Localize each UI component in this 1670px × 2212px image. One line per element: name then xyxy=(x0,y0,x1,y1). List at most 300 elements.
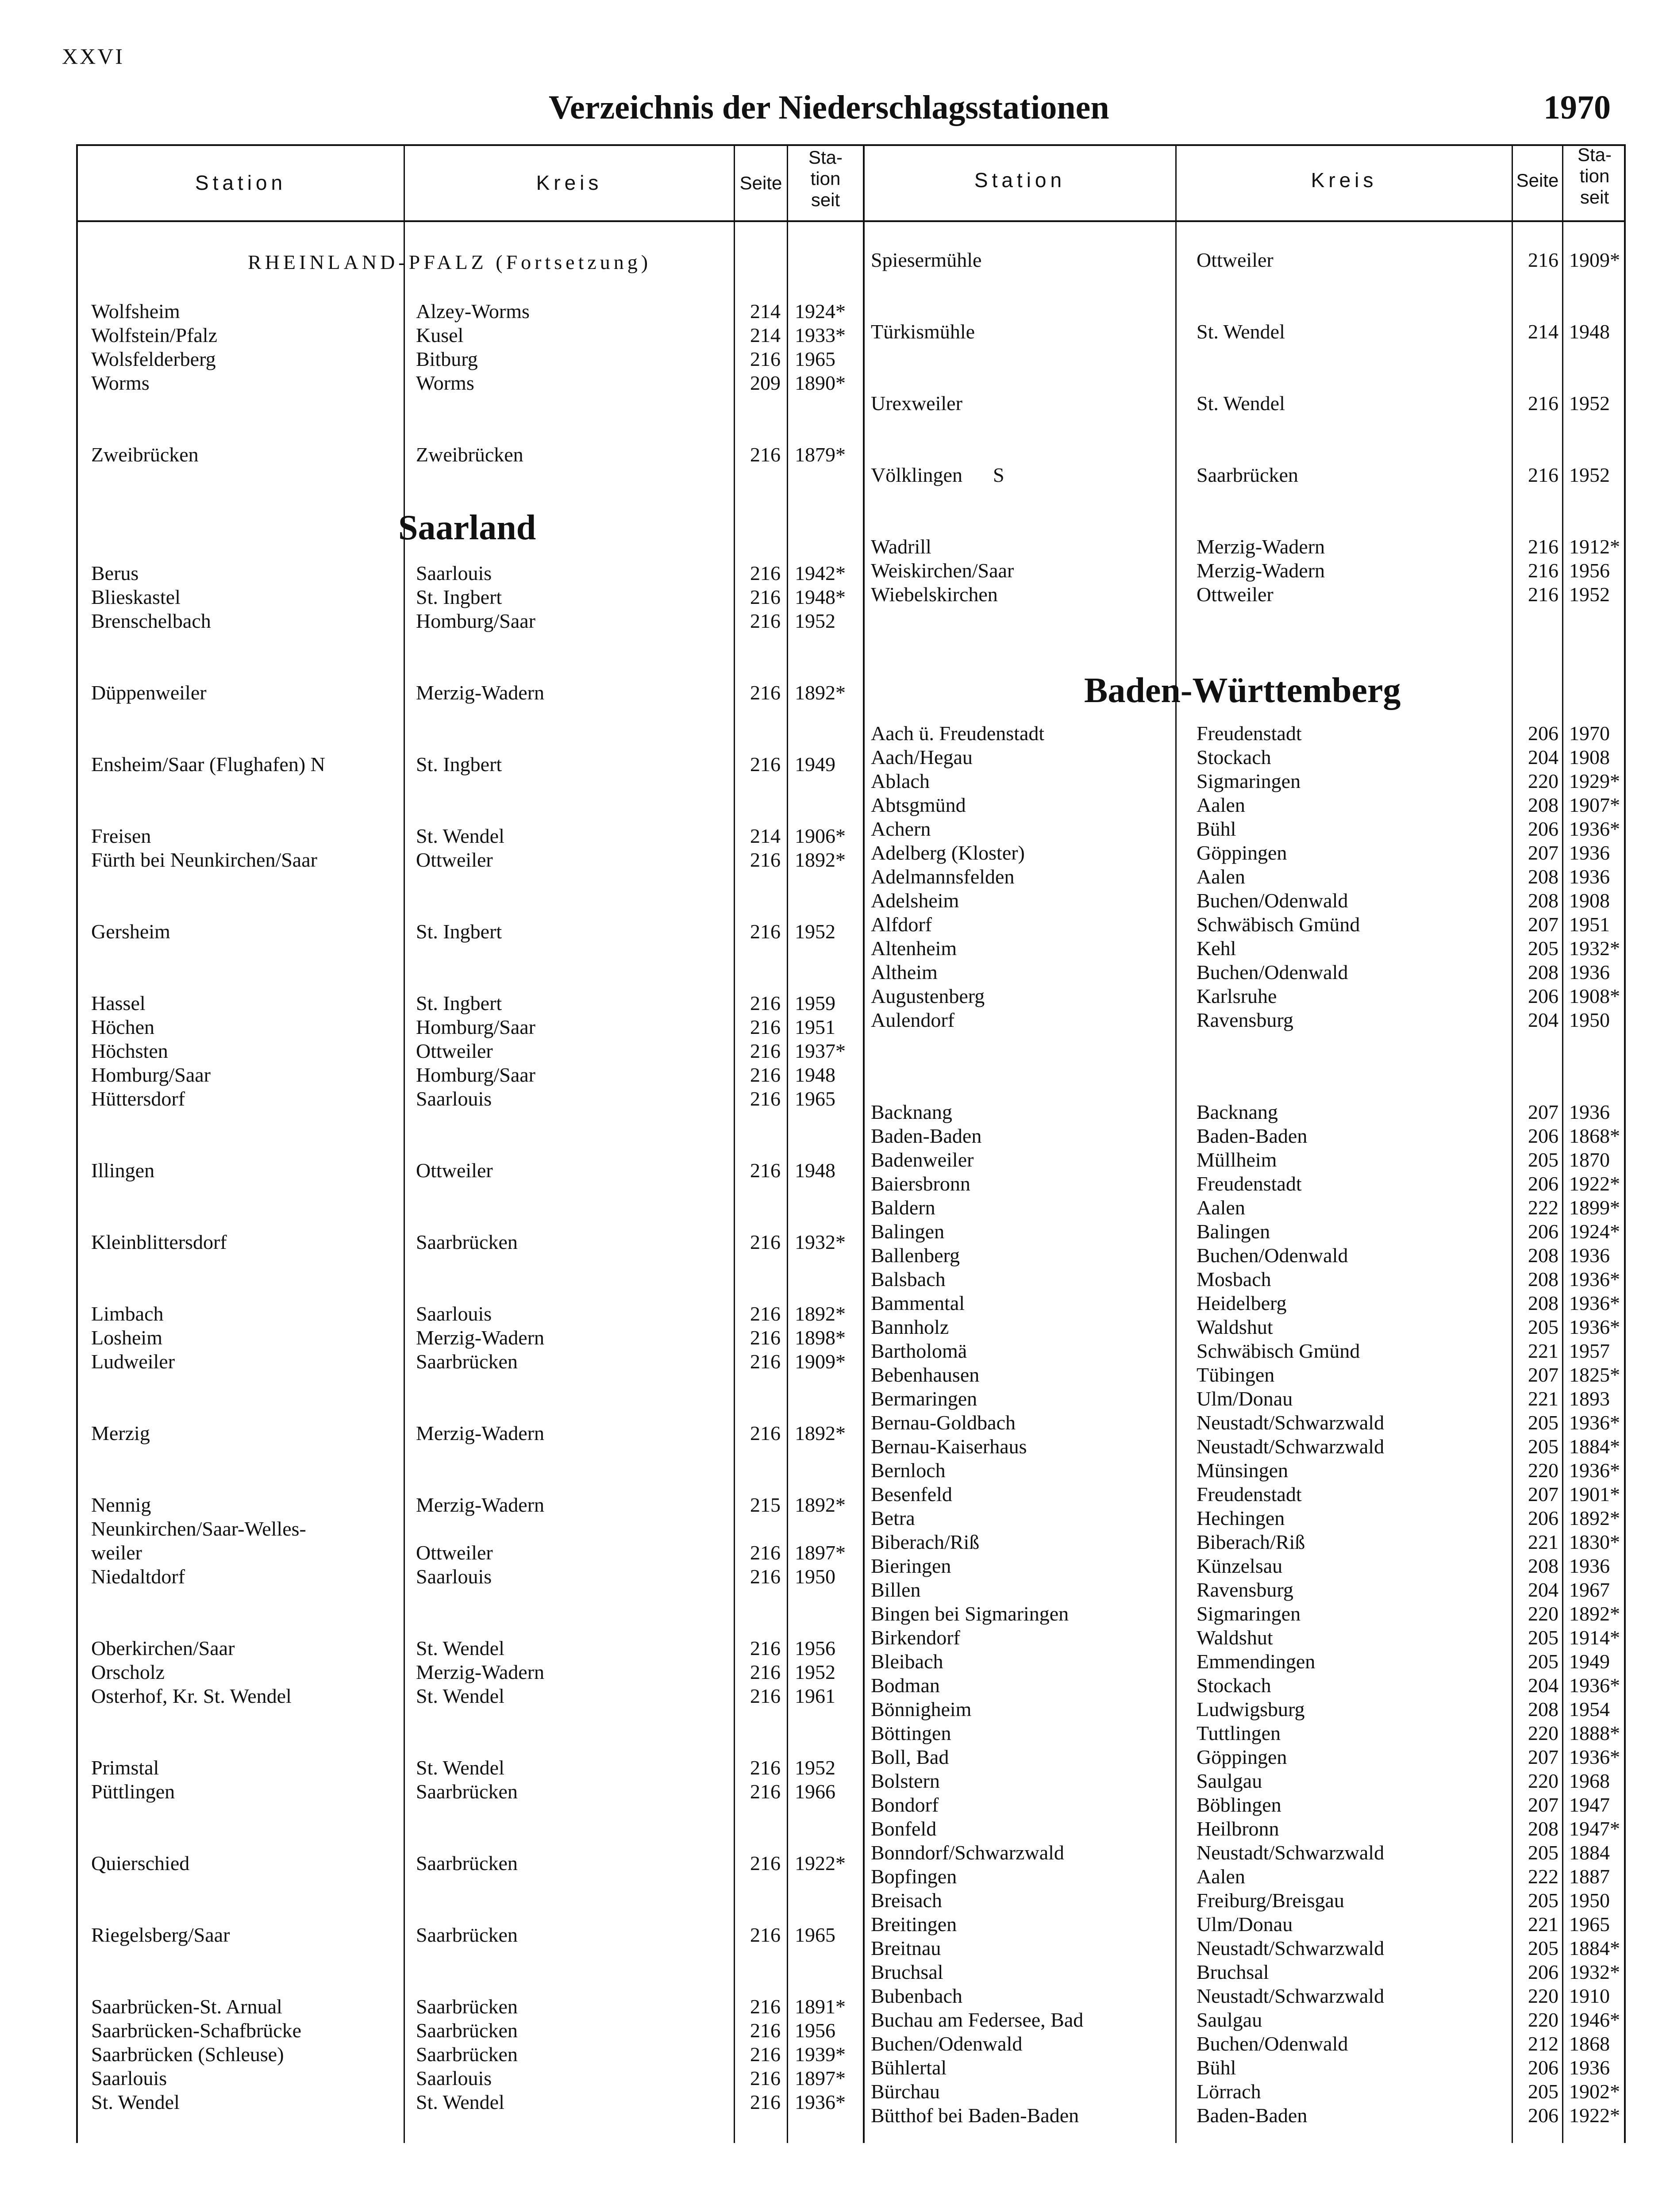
kreis-name: Freudenstadt xyxy=(1197,722,1302,745)
seite-value: 216 xyxy=(750,348,781,370)
kreis-name: Aalen xyxy=(1197,794,1245,816)
station-name: Illingen xyxy=(91,1159,155,1182)
station-name: Ablach xyxy=(871,770,930,792)
seite-value: 207 xyxy=(1528,1483,1558,1505)
seite-value: 221 xyxy=(1528,1387,1558,1410)
seit-year: 1947* xyxy=(1569,1817,1620,1840)
kreis-name: Ottweiler xyxy=(1197,249,1274,271)
seite-value: 204 xyxy=(1528,1009,1558,1031)
column-divider xyxy=(1175,146,1177,2143)
seite-value: 205 xyxy=(1528,1411,1558,1434)
kreis-name: Homburg/Saar xyxy=(416,1016,536,1038)
seite-value: 216 xyxy=(750,2043,781,2066)
station-name: Bannholz xyxy=(871,1316,949,1338)
header-seite: Seite xyxy=(1516,170,1559,191)
kreis-name: Ottweiler xyxy=(1197,583,1274,606)
kreis-name: Aalen xyxy=(1197,865,1245,888)
seite-value: 205 xyxy=(1528,1316,1558,1338)
kreis-name: Saarlouis xyxy=(416,1565,492,1588)
seit-year: 1936* xyxy=(1569,1459,1620,1482)
seit-year: 1956 xyxy=(1569,559,1610,582)
seite-value: 208 xyxy=(1528,1817,1558,1840)
seit-year: 1890* xyxy=(795,372,846,394)
seite-value: 208 xyxy=(1528,794,1558,816)
station-name: Breitnau xyxy=(871,1937,941,1959)
seit-year: 1936 xyxy=(1569,841,1610,864)
header-station: Station xyxy=(195,171,287,194)
seit-year: 1909* xyxy=(1569,249,1620,271)
station-name: Niedaltdorf xyxy=(91,1565,185,1588)
station-name: Achern xyxy=(871,818,931,840)
station-name: Abtsgmünd xyxy=(871,794,966,816)
page-year: 1970 xyxy=(1543,89,1611,126)
kreis-name: Saarbrücken xyxy=(1197,464,1298,486)
station-name: Bieringen xyxy=(871,1555,951,1577)
station-name: Saarlouis xyxy=(91,2067,167,2089)
seite-value: 205 xyxy=(1528,1889,1558,1912)
kreis-name: Zweibrücken xyxy=(416,443,523,466)
seit-year: 1922* xyxy=(795,1852,846,1874)
kreis-name: Mosbach xyxy=(1197,1268,1271,1290)
header-kreis: Kreis xyxy=(1311,169,1378,192)
seit-year: 1924* xyxy=(1569,1220,1620,1243)
station-name: Orscholz xyxy=(91,1661,165,1683)
station-name: Bernloch xyxy=(871,1459,946,1482)
kreis-name: Neustadt/Schwarzwald xyxy=(1197,1985,1385,2007)
seit-year: 1897* xyxy=(795,1541,846,1564)
kreis-name: Waldshut xyxy=(1197,1316,1273,1338)
station-name: Bühlertal xyxy=(871,2056,947,2079)
station-name: Völklingen S xyxy=(871,464,1004,486)
seite-value: 220 xyxy=(1528,2008,1558,2031)
kreis-name: Aalen xyxy=(1197,1865,1245,1888)
kreis-name: Saarbrücken xyxy=(416,1924,518,1946)
seite-value: 205 xyxy=(1528,1148,1558,1171)
seit-year: 1888* xyxy=(1569,1722,1620,1744)
station-name: Osterhof, Kr. St. Wendel xyxy=(91,1685,292,1707)
seit-year: 1868 xyxy=(1569,2032,1610,2055)
station-name: Bolstern xyxy=(871,1770,940,1792)
kreis-name: Aalen xyxy=(1197,1196,1245,1219)
kreis-name: Müllheim xyxy=(1197,1148,1277,1171)
seit-year: 1908 xyxy=(1569,889,1610,912)
kreis-name: Saarbrücken xyxy=(416,1852,518,1874)
kreis-name: Emmendingen xyxy=(1197,1650,1316,1673)
kreis-name: Saarbrücken xyxy=(416,2019,518,2042)
kreis-name: Buchen/Odenwald xyxy=(1197,889,1348,912)
station-name: Primstal xyxy=(91,1756,159,1779)
seit-year: 1906* xyxy=(795,825,846,847)
seite-value: 216 xyxy=(750,1231,781,1253)
seite-value: 205 xyxy=(1528,1841,1558,1864)
seite-value: 209 xyxy=(750,372,781,394)
kreis-name: Heidelberg xyxy=(1197,1292,1287,1314)
station-name: Losheim xyxy=(91,1326,162,1349)
kreis-name: Backnang xyxy=(1197,1101,1278,1123)
seit-year: 1952 xyxy=(1569,464,1610,486)
seite-value: 216 xyxy=(1528,392,1558,415)
seite-value: 216 xyxy=(750,992,781,1014)
station-name: Bernau-Goldbach xyxy=(871,1411,1016,1434)
kreis-name: Schwäbisch Gmünd xyxy=(1197,1340,1360,1362)
seit-year: 1932* xyxy=(1569,1961,1620,1983)
seit-year: 1892* xyxy=(1569,1507,1620,1529)
station-name: Adelsheim xyxy=(871,889,959,912)
seit-year: 1970 xyxy=(1569,722,1610,745)
seit-year: 1951 xyxy=(795,1016,835,1038)
station-name: Bingen bei Sigmaringen xyxy=(871,1602,1069,1625)
kreis-name: Sigmaringen xyxy=(1197,1602,1301,1625)
kreis-name: Buchen/Odenwald xyxy=(1197,961,1348,983)
column-divider xyxy=(734,146,735,2143)
seit-year: 1870 xyxy=(1569,1148,1610,1171)
kreis-name: Heilbronn xyxy=(1197,1817,1279,1840)
seite-value: 204 xyxy=(1528,1674,1558,1697)
station-name: Bammental xyxy=(871,1292,965,1314)
station-name: Balsbach xyxy=(871,1268,946,1290)
kreis-name: Saarlouis xyxy=(416,1302,492,1325)
seit-year: 1936 xyxy=(1569,1101,1610,1123)
station-name: Baden-Baden xyxy=(871,1125,982,1147)
kreis-name: Worms xyxy=(416,372,474,394)
station-name: weiler xyxy=(91,1541,142,1564)
seite-value: 207 xyxy=(1528,913,1558,936)
station-name: Limbach xyxy=(91,1302,164,1325)
seit-year: 1936* xyxy=(1569,1746,1620,1768)
seit-year: 1948 xyxy=(795,1064,835,1086)
page-number: XXVI xyxy=(62,44,124,69)
seit-year: 1892* xyxy=(795,849,846,871)
half-divider xyxy=(863,146,865,2143)
seit-year: 1936* xyxy=(1569,818,1620,840)
station-name: Zweibrücken xyxy=(91,443,199,466)
station-name: Backnang xyxy=(871,1101,952,1123)
kreis-name: Merzig-Wadern xyxy=(1197,535,1325,558)
station-name: Saarbrücken-St. Arnual xyxy=(91,1995,282,2018)
seite-value: 221 xyxy=(1528,1913,1558,1936)
station-name: Bönnigheim xyxy=(871,1698,972,1720)
station-name: Hassel xyxy=(91,992,146,1014)
kreis-name: Freiburg/Breisgau xyxy=(1197,1889,1344,1912)
seit-year: 1891* xyxy=(795,1995,846,2018)
station-name: Besenfeld xyxy=(871,1483,952,1505)
seite-value: 206 xyxy=(1528,1172,1558,1195)
header-seit: Sta- tion seit xyxy=(808,147,843,210)
station-name: Urexweiler xyxy=(871,392,962,415)
station-name: Gersheim xyxy=(91,920,170,943)
seite-value: 216 xyxy=(750,1422,781,1444)
station-name: Freisen xyxy=(91,825,151,847)
kreis-name: Buchen/Odenwald xyxy=(1197,2032,1348,2055)
seit-year: 1961 xyxy=(795,1685,835,1707)
seit-year: 1957 xyxy=(1569,1340,1610,1362)
kreis-name: Ottweiler xyxy=(416,1159,493,1182)
seite-value: 216 xyxy=(750,1302,781,1325)
station-name: Merzig xyxy=(91,1422,150,1444)
station-name: Türkismühle xyxy=(871,320,975,343)
station-name: Fürth bei Neunkirchen/Saar xyxy=(91,849,317,871)
station-name: Blieskastel xyxy=(91,586,181,608)
seit-year: 1936* xyxy=(1569,1268,1620,1290)
seite-value: 205 xyxy=(1528,2080,1558,2103)
station-name: Wiebelskirchen xyxy=(871,583,998,606)
seite-value: 214 xyxy=(750,324,781,346)
seite-value: 216 xyxy=(750,920,781,943)
seite-value: 216 xyxy=(750,1350,781,1373)
kreis-name: Göppingen xyxy=(1197,841,1287,864)
seite-value: 208 xyxy=(1528,1268,1558,1290)
seit-year: 1936* xyxy=(795,2091,846,2113)
kreis-name: Biberach/Riß xyxy=(1197,1531,1305,1553)
seite-value: 216 xyxy=(750,1661,781,1683)
station-name: Ludweiler xyxy=(91,1350,175,1373)
seite-value: 208 xyxy=(1528,1698,1558,1720)
kreis-name: Homburg/Saar xyxy=(416,1064,536,1086)
seit-year: 1892* xyxy=(795,1302,846,1325)
station-name: Adelmannsfelden xyxy=(871,865,1015,888)
kreis-name: Bitburg xyxy=(416,348,478,370)
station-name: Bebenhausen xyxy=(871,1363,980,1386)
seit-year: 1879* xyxy=(795,443,846,466)
station-name: Bonndorf/Schwarzwald xyxy=(871,1841,1064,1864)
seit-year: 1966 xyxy=(795,1780,835,1803)
station-name: Altheim xyxy=(871,961,938,983)
station-name: Baldern xyxy=(871,1196,935,1219)
kreis-name: Saarbrücken xyxy=(416,1995,518,2018)
kreis-name: Merzig-Wadern xyxy=(1197,559,1325,582)
seit-year: 1936 xyxy=(1569,961,1610,983)
kreis-name: Münsingen xyxy=(1197,1459,1288,1482)
station-name: Buchau am Federsee, Bad xyxy=(871,2008,1084,2031)
seite-value: 214 xyxy=(750,825,781,847)
kreis-name: Tuttlingen xyxy=(1197,1722,1281,1744)
station-name: Ensheim/Saar (Flughafen) N xyxy=(91,753,325,776)
seit-year: 1959 xyxy=(795,992,835,1014)
seite-value: 216 xyxy=(1528,464,1558,486)
column-divider xyxy=(404,146,405,2143)
station-name: Kleinblittersdorf xyxy=(91,1231,227,1253)
kreis-name: Balingen xyxy=(1197,1220,1270,1243)
seite-value: 208 xyxy=(1528,1292,1558,1314)
seit-year: 1936* xyxy=(1569,1316,1620,1338)
seit-year: 1956 xyxy=(795,2019,835,2042)
station-name: Weiskirchen/Saar xyxy=(871,559,1014,582)
table-frame xyxy=(76,144,1626,2143)
seite-value: 216 xyxy=(750,1852,781,1874)
kreis-name: Kehl xyxy=(1197,937,1236,960)
kreis-name: Künzelsau xyxy=(1197,1555,1283,1577)
seit-year: 1952 xyxy=(795,1661,835,1683)
kreis-name: Karlsruhe xyxy=(1197,985,1277,1007)
seit-year: 1952 xyxy=(795,1756,835,1779)
seite-value: 216 xyxy=(750,586,781,608)
kreis-name: Ulm/Donau xyxy=(1197,1913,1293,1936)
seite-value: 216 xyxy=(750,1756,781,1779)
seit-year: 1892* xyxy=(1569,1602,1620,1625)
seite-value: 216 xyxy=(750,610,781,632)
seite-value: 204 xyxy=(1528,1578,1558,1601)
kreis-name: Freudenstadt xyxy=(1197,1483,1302,1505)
seite-value: 216 xyxy=(750,1064,781,1086)
station-name: Bonfeld xyxy=(871,1817,937,1840)
seite-value: 212 xyxy=(1528,2032,1558,2055)
column-divider xyxy=(1562,146,1563,2143)
header-divider xyxy=(76,220,1626,222)
seit-year: 1909* xyxy=(795,1350,846,1373)
seit-year: 1965 xyxy=(795,1924,835,1946)
kreis-name: Bühl xyxy=(1197,818,1236,840)
seit-year: 1892* xyxy=(795,1494,846,1516)
seite-value: 206 xyxy=(1528,1507,1558,1529)
seite-value: 206 xyxy=(1528,1220,1558,1243)
kreis-name: Saarlouis xyxy=(416,562,492,584)
seit-year: 1899* xyxy=(1569,1196,1620,1219)
seite-value: 207 xyxy=(1528,1746,1558,1768)
seit-year: 1948* xyxy=(795,586,846,608)
seite-value: 205 xyxy=(1528,1937,1558,1959)
seit-year: 1950 xyxy=(1569,1009,1610,1031)
station-name: Balingen xyxy=(871,1220,945,1243)
seite-value: 207 xyxy=(1528,841,1558,864)
seit-year: 1936 xyxy=(1569,1555,1610,1577)
kreis-name: St. Wendel xyxy=(416,1637,504,1659)
station-name: Augustenberg xyxy=(871,985,985,1007)
station-name: Hüttersdorf xyxy=(91,1087,185,1110)
seite-value: 222 xyxy=(1528,1865,1558,1888)
column-divider xyxy=(787,146,788,2143)
seit-year: 1936* xyxy=(1569,1411,1620,1434)
station-name: Aach ü. Freudenstadt xyxy=(871,722,1045,745)
seite-value: 205 xyxy=(1528,1626,1558,1649)
kreis-name: Waldshut xyxy=(1197,1626,1273,1649)
seit-year: 1936* xyxy=(1569,1292,1620,1314)
station-name: St. Wendel xyxy=(91,2091,180,2113)
seit-year: 1949 xyxy=(795,753,835,776)
seit-year: 1897* xyxy=(795,2067,846,2089)
kreis-name: St. Wendel xyxy=(416,825,504,847)
kreis-name: Saarbrücken xyxy=(416,1780,518,1803)
seite-value: 216 xyxy=(750,1995,781,2018)
seite-value: 216 xyxy=(750,1637,781,1659)
seite-value: 216 xyxy=(750,443,781,466)
kreis-name: St. Ingbert xyxy=(416,753,502,776)
seite-value: 216 xyxy=(750,2019,781,2042)
seite-value: 207 xyxy=(1528,1363,1558,1386)
seite-value: 216 xyxy=(1528,583,1558,606)
seite-value: 216 xyxy=(750,2067,781,2089)
kreis-name: Hechingen xyxy=(1197,1507,1285,1529)
seit-year: 1950 xyxy=(1569,1889,1610,1912)
station-name: Altenheim xyxy=(871,937,957,960)
station-name: Oberkirchen/Saar xyxy=(91,1637,235,1659)
kreis-name: Saarbrücken xyxy=(416,2043,518,2066)
seit-year: 1922* xyxy=(1569,2104,1620,2127)
kreis-name: Bruchsal xyxy=(1197,1961,1269,1983)
seite-value: 216 xyxy=(1528,249,1558,271)
kreis-name: St. Wendel xyxy=(416,2091,504,2113)
seit-year: 1910 xyxy=(1569,1985,1610,2007)
seit-year: 1952 xyxy=(795,920,835,943)
seit-year: 1825* xyxy=(1569,1363,1620,1386)
seit-year: 1946* xyxy=(1569,2008,1620,2031)
kreis-name: Saulgau xyxy=(1197,2008,1262,2031)
seit-year: 1908* xyxy=(1569,985,1620,1007)
kreis-name: St. Wendel xyxy=(416,1756,504,1779)
station-name: Nennig xyxy=(91,1494,151,1516)
seite-value: 205 xyxy=(1528,1435,1558,1458)
station-name: Wolfsheim xyxy=(91,300,180,323)
kreis-name: Ulm/Donau xyxy=(1197,1387,1293,1410)
seite-value: 220 xyxy=(1528,1722,1558,1744)
station-name: Betra xyxy=(871,1507,915,1529)
seit-year: 1830* xyxy=(1569,1531,1620,1553)
seit-year: 1968 xyxy=(1569,1770,1610,1792)
kreis-name: Merzig-Wadern xyxy=(416,1422,545,1444)
seite-value: 207 xyxy=(1528,1101,1558,1123)
station-name: Biberach/Riß xyxy=(871,1531,980,1553)
seit-year: 1914* xyxy=(1569,1626,1620,1649)
seit-year: 1932* xyxy=(795,1231,846,1253)
kreis-name: Ottweiler xyxy=(416,1541,493,1564)
seit-year: 1884 xyxy=(1569,1841,1610,1864)
seite-value: 216 xyxy=(750,1087,781,1110)
seit-year: 1965 xyxy=(795,1087,835,1110)
seit-year: 1912* xyxy=(1569,535,1620,558)
station-name: Saarbrücken-Schafbrücke xyxy=(91,2019,302,2042)
seit-year: 1922* xyxy=(1569,1172,1620,1195)
seit-year: 1901* xyxy=(1569,1483,1620,1505)
kreis-name: Merzig-Wadern xyxy=(416,681,545,704)
station-name: Breisach xyxy=(871,1889,942,1912)
kreis-name: Homburg/Saar xyxy=(416,610,536,632)
station-name: Bondorf xyxy=(871,1793,939,1816)
station-name: Bodman xyxy=(871,1674,940,1697)
seite-value: 216 xyxy=(750,1924,781,1946)
station-name: Böttingen xyxy=(871,1722,951,1744)
kreis-name: Ludwigsburg xyxy=(1197,1698,1305,1720)
station-name: Bartholomä xyxy=(871,1340,967,1362)
seit-year: 1936 xyxy=(1569,865,1610,888)
seite-value: 221 xyxy=(1528,1340,1558,1362)
seit-year: 1924* xyxy=(795,300,846,323)
kreis-name: St. Wendel xyxy=(1197,320,1285,343)
station-name: Birkendorf xyxy=(871,1626,960,1649)
section-heading-saarland: Saarland xyxy=(398,508,536,547)
seite-value: 206 xyxy=(1528,2104,1558,2127)
seite-value: 206 xyxy=(1528,818,1558,840)
seit-year: 1956 xyxy=(795,1637,835,1659)
kreis-name: Ravensburg xyxy=(1197,1578,1293,1601)
seit-year: 1952 xyxy=(1569,392,1610,415)
seit-year: 1884* xyxy=(1569,1937,1620,1959)
seit-year: 1887 xyxy=(1569,1865,1610,1888)
kreis-name: Baden-Baden xyxy=(1197,1125,1308,1147)
seite-value: 216 xyxy=(750,1159,781,1182)
seite-value: 216 xyxy=(750,2091,781,2113)
station-name: Quierschied xyxy=(91,1852,190,1874)
station-name: Neunkirchen/Saar-Welles- xyxy=(91,1517,306,1540)
page-title: Verzeichnis der Niederschlagsstationen xyxy=(549,89,1109,126)
kreis-name: St. Ingbert xyxy=(416,992,502,1014)
kreis-name: Alzey-Worms xyxy=(416,300,530,323)
seit-year: 1908 xyxy=(1569,746,1610,768)
seite-value: 216 xyxy=(750,1685,781,1707)
seite-value: 220 xyxy=(1528,1602,1558,1625)
station-name: Bermaringen xyxy=(871,1387,977,1410)
seite-value: 214 xyxy=(1528,320,1558,343)
seite-value: 216 xyxy=(750,562,781,584)
seite-value: 206 xyxy=(1528,2056,1558,2079)
